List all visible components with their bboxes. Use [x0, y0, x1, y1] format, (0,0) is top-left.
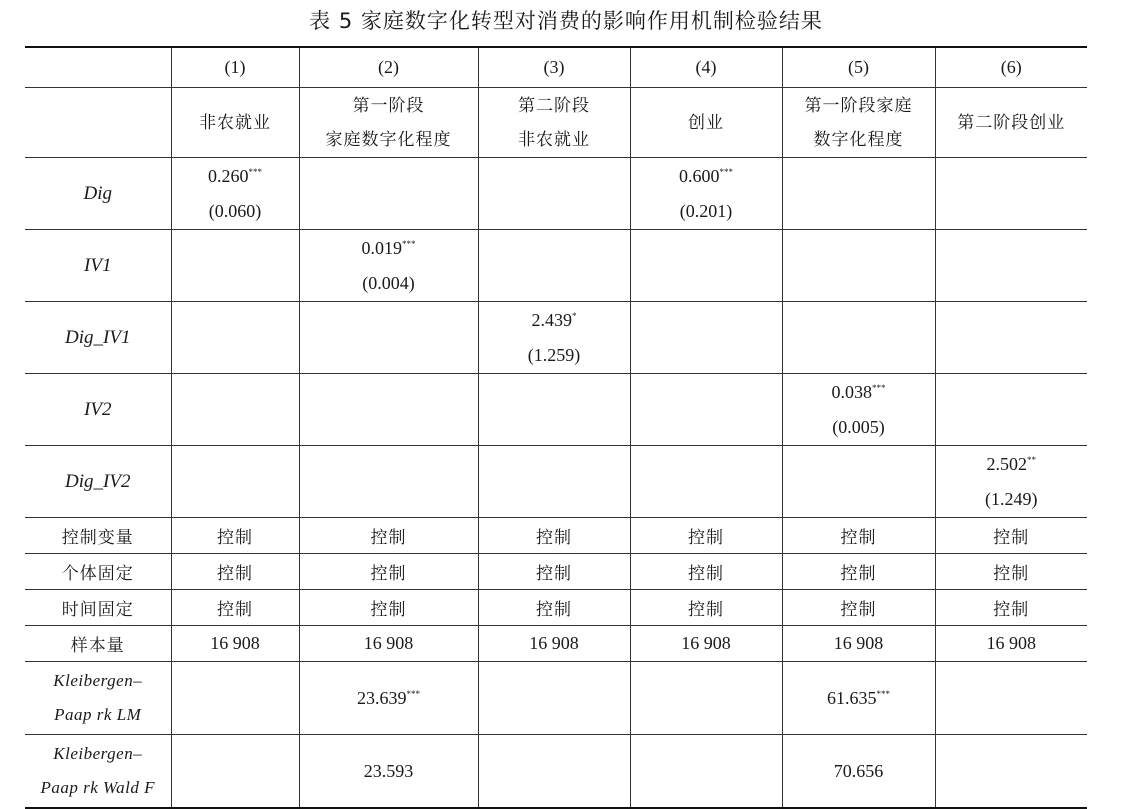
test-stat-cell: [782, 735, 935, 809]
row-label: 个体固定: [25, 554, 171, 590]
significance-stars: ***: [406, 688, 420, 699]
sample-size-row: [25, 626, 1087, 662]
coef-cell: [935, 302, 1087, 374]
table-caption: 表 5 家庭数字化转型对消费的影响作用机制检验结果: [309, 9, 823, 33]
column-label-line: 第一阶段家庭: [804, 95, 913, 116]
standard-error: (0.004): [362, 272, 415, 293]
estimate-value: 0.600: [679, 165, 720, 186]
test-stat-cell: [478, 735, 630, 809]
control-cell: 控制: [935, 554, 1087, 590]
coef-cell: [782, 302, 935, 374]
coef-cell: [782, 374, 935, 446]
column-label: [782, 88, 935, 158]
coef-cell: [171, 230, 299, 302]
significance-stars: *: [572, 310, 577, 321]
estimate-value: 0.038: [831, 381, 872, 402]
row-variable: Dig_IV2: [25, 446, 171, 518]
test-stat-row: [25, 662, 1087, 735]
coef-cell: [478, 374, 630, 446]
column-label-line: 家庭数字化程度: [325, 129, 452, 150]
coef-cell: [299, 374, 478, 446]
significance-stars: ***: [872, 382, 886, 393]
sample-size-cell: 16 908: [478, 626, 630, 662]
coef-cell: [171, 158, 299, 230]
test-stat-value: 61.635: [827, 687, 877, 708]
coef-cell: [782, 158, 935, 230]
estimate-value: 0.019: [361, 237, 402, 258]
control-cell: 控制: [171, 554, 299, 590]
results-table: [25, 46, 1087, 809]
column-label-line: 第二阶段: [518, 95, 590, 116]
row-label: 控制变量: [25, 518, 171, 554]
control-cell: 控制: [478, 590, 630, 626]
standard-error: (0.201): [679, 200, 733, 221]
column-label: [478, 88, 630, 158]
test-stat-cell: [935, 735, 1087, 809]
coef-cell: [630, 230, 782, 302]
coef-cell: [171, 302, 299, 374]
test-stat-cell: [630, 735, 782, 809]
coef-cell: [782, 230, 935, 302]
control-cell: 控制: [782, 590, 935, 626]
test-stat-cell: [171, 735, 299, 809]
coef-cell: [478, 302, 630, 374]
estimate-value: 2.502: [986, 453, 1027, 474]
column-label-line: 第一阶段: [352, 95, 425, 116]
coef-cell: [782, 446, 935, 518]
control-row: [25, 518, 1087, 554]
test-stat-value: 23.639: [357, 687, 407, 708]
row-variable: Dig: [25, 158, 171, 230]
coef-cell: [299, 446, 478, 518]
column-label-line: 创业: [688, 112, 724, 133]
coef-row: [25, 446, 1087, 518]
test-stat-cell: [935, 662, 1087, 735]
column-label-row: [25, 88, 1087, 158]
coef-cell: [478, 446, 630, 518]
row-label: [25, 735, 171, 809]
coef-cell: [299, 158, 478, 230]
column-number: (2): [299, 47, 478, 88]
column-label-line: 非农就业: [518, 129, 590, 150]
sample-size-cell: 16 908: [630, 626, 782, 662]
row-label: 样本量: [25, 626, 171, 662]
column-label-line: 非农就业: [199, 112, 271, 133]
standard-error: (1.249): [985, 488, 1038, 509]
coef-cell: [630, 302, 782, 374]
control-cell: 控制: [299, 518, 478, 554]
row-label-line: Kleibergen–: [53, 671, 143, 690]
coef-cell: [478, 230, 630, 302]
coef-cell: [630, 446, 782, 518]
coef-row: [25, 302, 1087, 374]
control-cell: 控制: [478, 518, 630, 554]
control-cell: 控制: [171, 590, 299, 626]
control-cell: 控制: [478, 554, 630, 590]
control-row: [25, 554, 1087, 590]
coef-cell: [935, 374, 1087, 446]
column-number: (4): [630, 47, 782, 88]
significance-stars: **: [1027, 454, 1036, 465]
control-row: [25, 590, 1087, 626]
control-cell: 控制: [630, 554, 782, 590]
column-number: (6): [935, 47, 1087, 88]
significance-stars: ***: [402, 238, 416, 249]
test-stat-cell: [478, 662, 630, 735]
column-label: [630, 88, 782, 158]
test-stat-value: 23.593: [363, 760, 414, 781]
control-cell: 控制: [935, 590, 1087, 626]
coef-cell: [171, 446, 299, 518]
estimate: [936, 447, 1088, 482]
control-cell: 控制: [171, 518, 299, 554]
row-label-line: Paap rk Wald F: [40, 778, 155, 797]
test-stat-cell: [171, 662, 299, 735]
estimate: [631, 159, 782, 194]
test-stat-cell: [782, 662, 935, 735]
control-cell: 控制: [299, 590, 478, 626]
standard-error: (0.060): [208, 200, 262, 221]
test-stat-row: [25, 735, 1087, 809]
row-variable: Dig_IV1: [25, 302, 171, 374]
column-number: (3): [478, 47, 630, 88]
column-label: [299, 88, 478, 158]
coef-cell: [630, 374, 782, 446]
estimate-value: 0.260: [208, 165, 249, 186]
sample-size-cell: 16 908: [299, 626, 478, 662]
significance-stars: ***: [876, 688, 890, 699]
standard-error: (0.005): [832, 416, 885, 437]
row-label-line: Paap rk LM: [54, 705, 142, 724]
coef-cell: [478, 158, 630, 230]
column-label: [171, 88, 299, 158]
test-stat-value: 70.656: [833, 760, 884, 781]
sample-size-cell: 16 908: [171, 626, 299, 662]
coef-cell: [935, 230, 1087, 302]
coef-row: [25, 374, 1087, 446]
control-cell: 控制: [299, 554, 478, 590]
row-label-line: Kleibergen–: [53, 744, 143, 763]
column-number: (1): [171, 47, 299, 88]
coef-cell: [299, 230, 478, 302]
stub-header-cell: [25, 47, 171, 88]
column-number: (5): [782, 47, 935, 88]
stub-header-cell: [25, 88, 171, 158]
estimate: [300, 231, 478, 266]
test-stat-cell: [630, 662, 782, 735]
row-variable: IV2: [25, 374, 171, 446]
coef-row: [25, 158, 1087, 230]
coef-cell: [171, 374, 299, 446]
control-cell: 控制: [782, 554, 935, 590]
control-cell: 控制: [935, 518, 1087, 554]
control-cell: 控制: [630, 518, 782, 554]
column-label: [935, 88, 1087, 158]
row-variable: IV1: [25, 230, 171, 302]
coef-cell: [935, 446, 1087, 518]
test-stat-cell: [299, 735, 478, 809]
row-label: [25, 662, 171, 735]
significance-stars: ***: [248, 166, 262, 177]
coef-cell: [299, 302, 478, 374]
test-stat-cell: [299, 662, 478, 735]
row-label: 时间固定: [25, 590, 171, 626]
coef-cell: [630, 158, 782, 230]
column-label-line: 第二阶段创业: [957, 112, 1066, 133]
significance-stars: ***: [719, 166, 733, 177]
control-cell: 控制: [630, 590, 782, 626]
estimate: [172, 159, 299, 194]
control-cell: 控制: [782, 518, 935, 554]
estimate: [783, 375, 935, 410]
sample-size-cell: 16 908: [935, 626, 1087, 662]
sample-size-cell: 16 908: [782, 626, 935, 662]
column-label-line: 数字化程度: [813, 129, 904, 150]
standard-error: (1.259): [527, 344, 581, 365]
estimate: [479, 303, 630, 338]
coef-row: [25, 230, 1087, 302]
coef-cell: [935, 158, 1087, 230]
estimate-value: 2.439: [531, 309, 572, 330]
column-number-row: [25, 47, 1087, 88]
